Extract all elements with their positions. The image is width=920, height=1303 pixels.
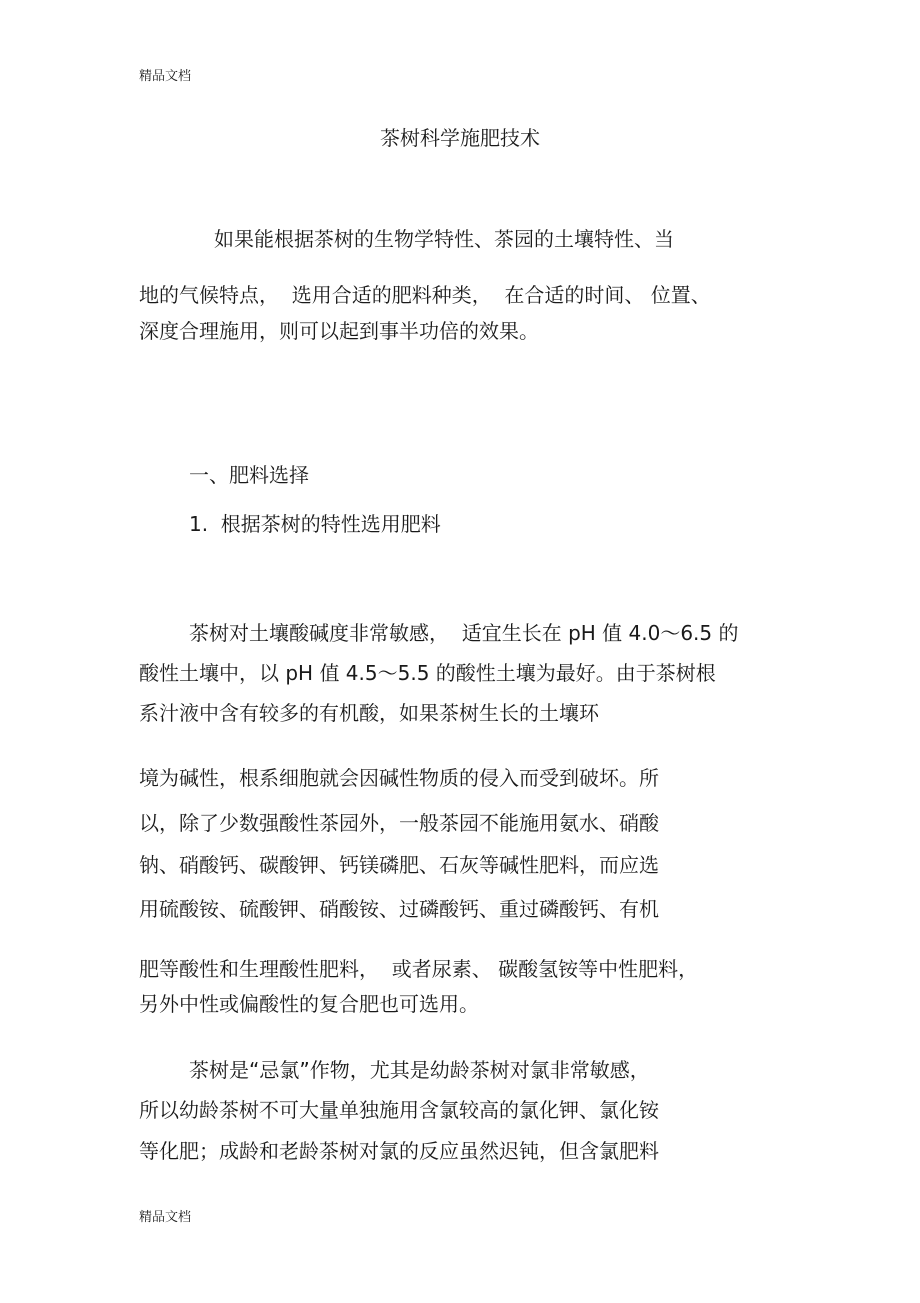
intro-line-2: 地的气候特点， 选用合适的肥料种类， 在合适的时间、 位置、 xyxy=(139,283,711,307)
para1-line-6: 钠、硝酸钙、碳酸钾、钙镁磷肥、石灰等碱性肥料，而应选 xyxy=(139,853,659,877)
page-header-label: 精品文档 xyxy=(139,69,192,84)
para1-line-1: 茶树对土壤酸碱度非常敏感， 适宜生长在 pH 值 4.0～6.5 的 xyxy=(189,621,739,645)
intro-line-3: 深度合理施用，则可以起到事半功倍的效果。 xyxy=(139,319,539,343)
document-title: 茶树科学施肥技术 xyxy=(380,126,540,150)
para1-line-4: 境为碱性，根系细胞就会因碱性物质的侵入而受到破坏。所 xyxy=(139,766,659,790)
section-heading: 一、肥料选择 xyxy=(189,463,309,487)
para2-line-2: 所以幼龄茶树不可大量单独施用含氯较高的氯化钾、氯化铵 xyxy=(139,1098,659,1122)
para1-line-9: 另外中性或偏酸性的复合肥也可选用。 xyxy=(139,992,479,1016)
section-subheading: 1. 根据茶树的特性选用肥料 xyxy=(189,512,441,536)
para1-line-8: 肥等酸性和生理酸性肥料， 或者尿素、 碳酸氢铵等中性肥料， xyxy=(139,957,699,981)
para2-line-1: 茶树是“忌氯”作物，尤其是幼龄茶树对氯非常敏感， xyxy=(189,1058,650,1082)
page-footer-label: 精品文档 xyxy=(139,1210,192,1225)
intro-line-1: 如果能根据茶树的生物学特性、茶园的土壤特性、当 xyxy=(214,227,674,251)
para1-line-5: 以，除了少数强酸性茶园外，一般茶园不能施用氨水、硝酸 xyxy=(139,811,659,835)
para2-line-3: 等化肥；成龄和老龄茶树对氯的反应虽然迟钝，但含氯肥料 xyxy=(139,1139,659,1163)
para1-line-7: 用硫酸铵、硫酸钾、硝酸铵、过磷酸钙、重过磷酸钙、有机 xyxy=(139,897,659,921)
para1-line-3: 系汁液中含有较多的有机酸，如果茶树生长的土壤环 xyxy=(139,701,599,725)
para1-line-2: 酸性土壤中，以 pH 值 4.5～5.5 的酸性土壤为最好。由于茶树根 xyxy=(139,661,716,685)
